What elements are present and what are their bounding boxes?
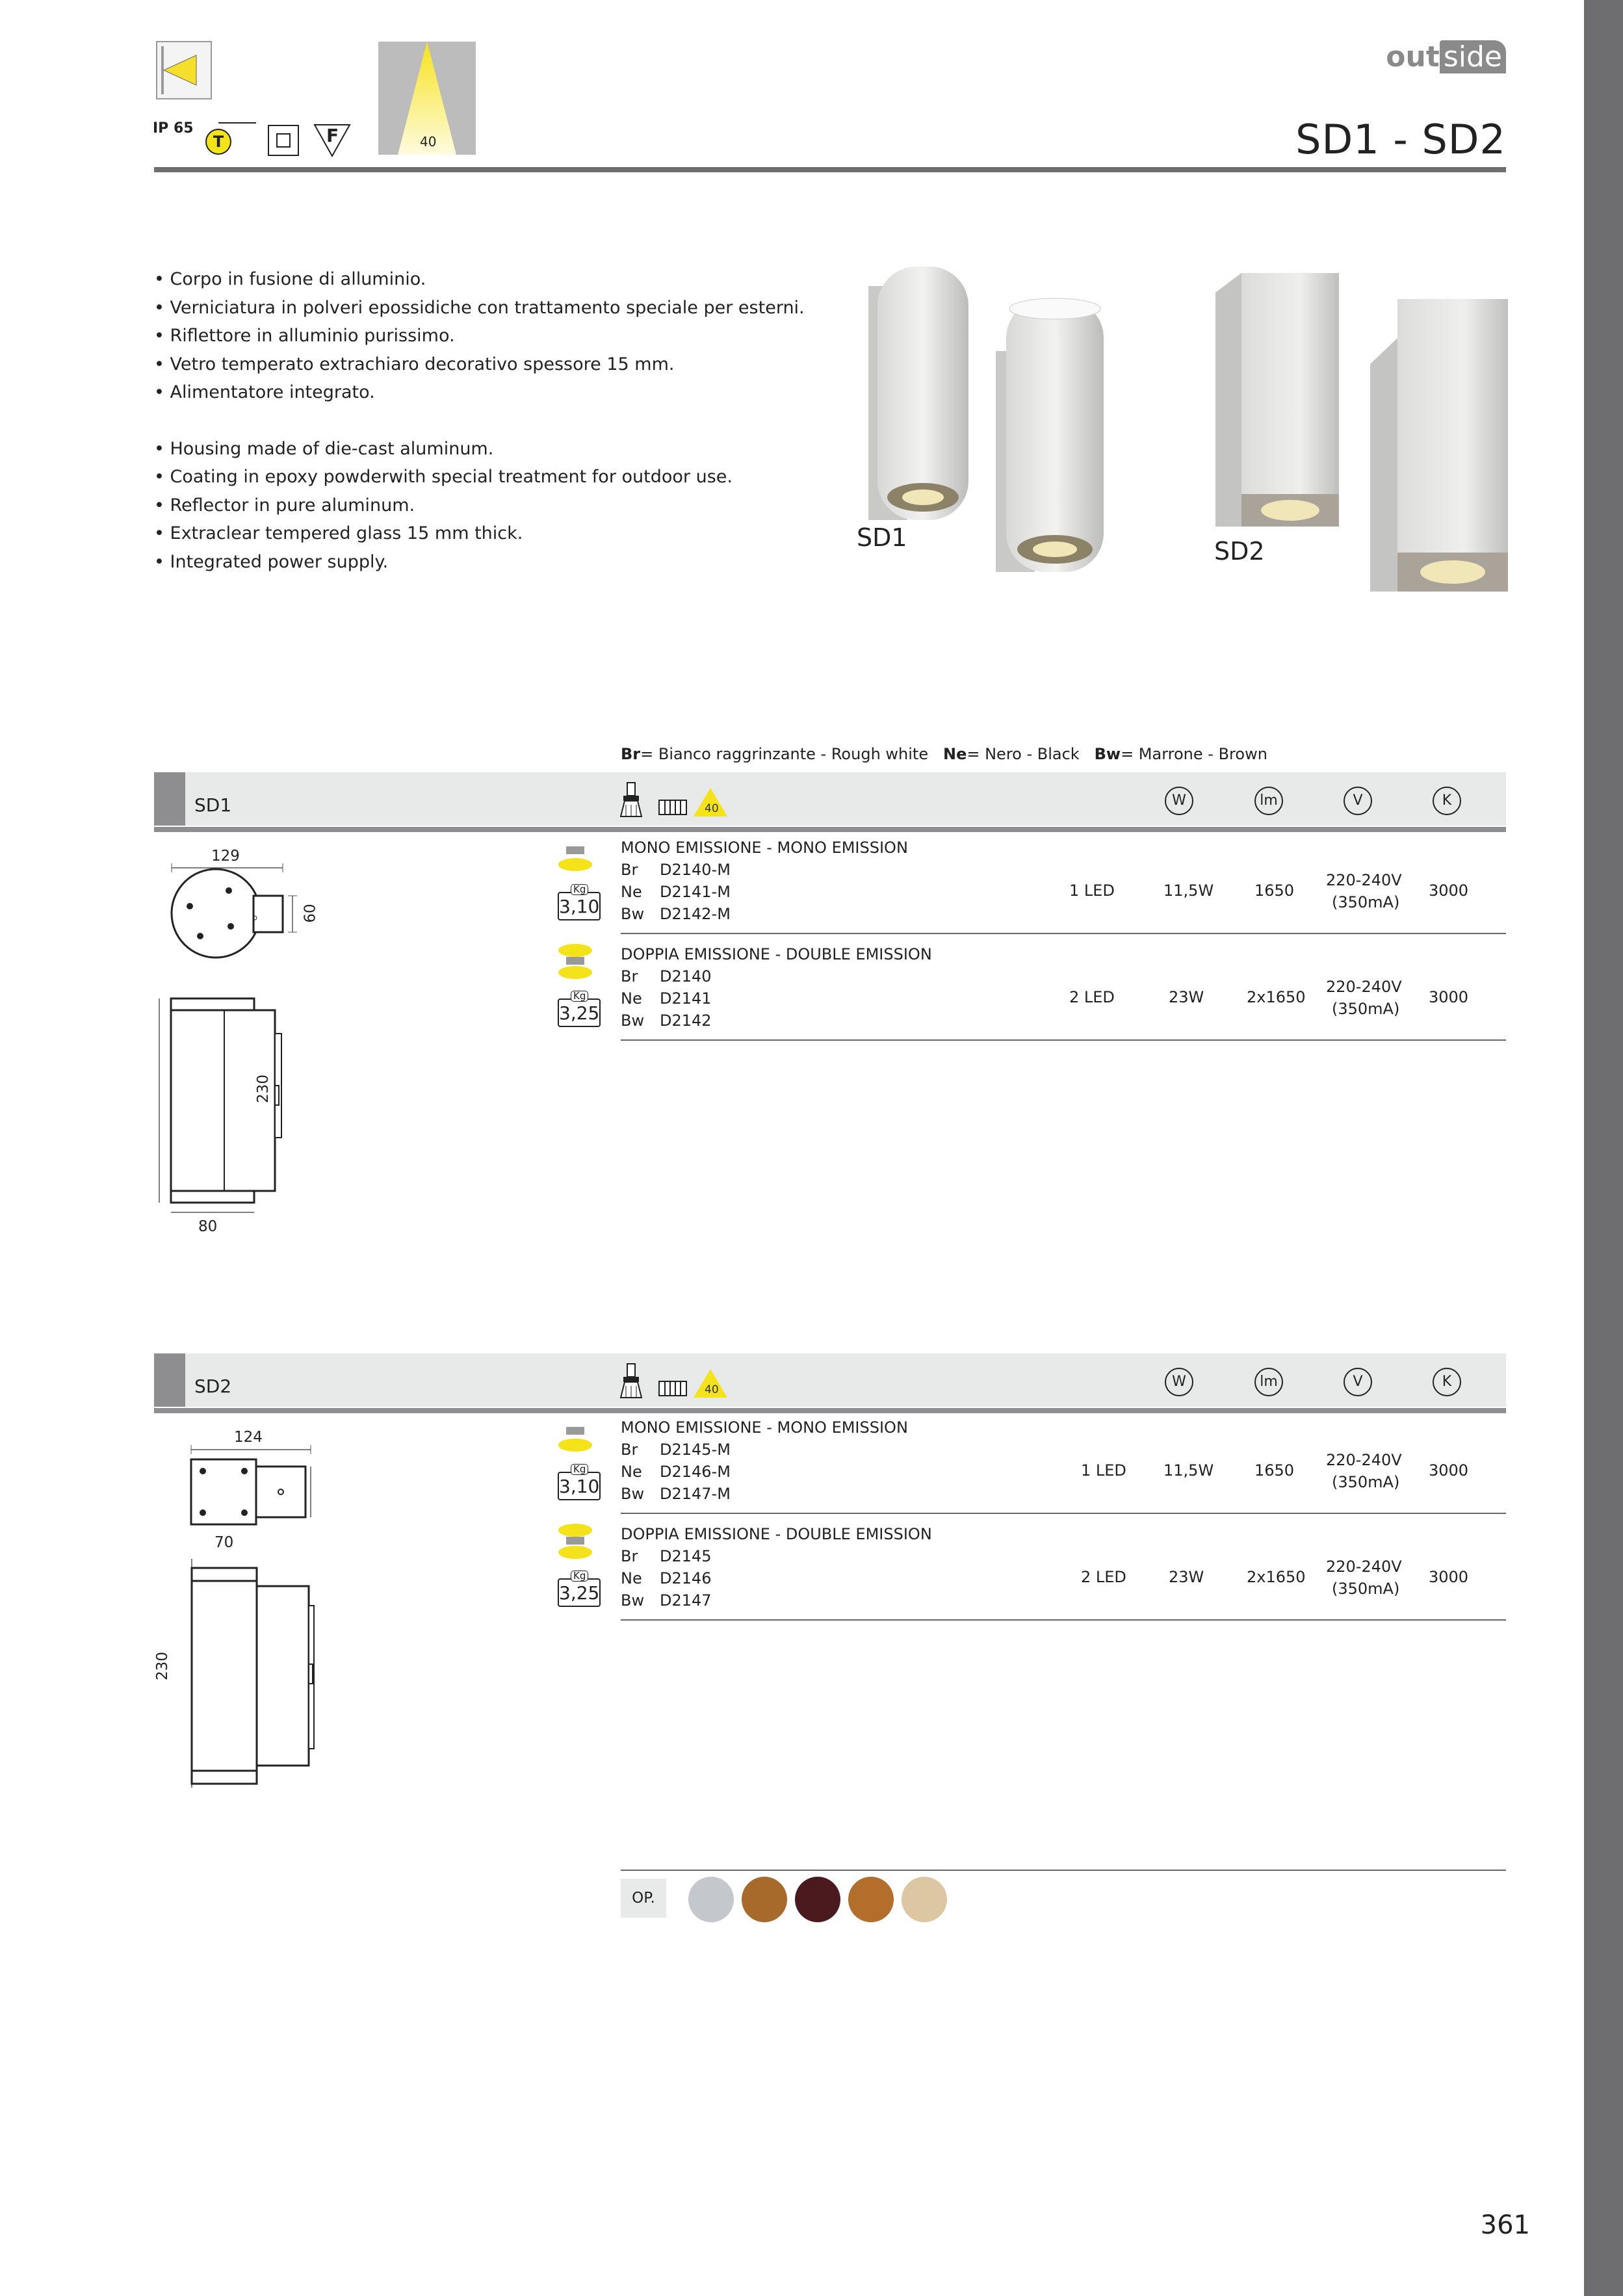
voltage: 220-240V bbox=[1326, 871, 1402, 889]
weight-badge bbox=[558, 883, 601, 920]
page-edge-bar bbox=[1584, 0, 1623, 2296]
finish-swatch[interactable] bbox=[848, 1877, 894, 1922]
led-count: 1 LED bbox=[1069, 881, 1115, 900]
variant-sku: D2142 bbox=[660, 1011, 712, 1030]
finish-swatch[interactable] bbox=[742, 1877, 787, 1922]
variant-code: Bw bbox=[621, 1591, 645, 1610]
mono-emission-icon bbox=[556, 845, 595, 878]
variant-code: Br bbox=[621, 1441, 638, 1459]
sd1-dim-height: 230 bbox=[254, 1075, 272, 1103]
sd2-side-view-svg bbox=[172, 1554, 328, 1794]
weight-unit: Kg bbox=[571, 884, 588, 895]
wattage: 23W bbox=[1169, 988, 1204, 1006]
variant-code: Br bbox=[621, 1547, 638, 1565]
bullet-it: • Riflettore in alluminio purissimo. bbox=[154, 326, 455, 346]
sd1-header-bar bbox=[154, 772, 1506, 826]
double-emission-symbol bbox=[556, 943, 595, 983]
mono-emission-symbol bbox=[556, 1426, 595, 1455]
driver-icon bbox=[658, 1381, 687, 1396]
weight-badge bbox=[558, 990, 601, 1027]
voltage: 220-240V bbox=[1326, 978, 1402, 996]
row-title: MONO EMISSIONE - MONO EMISSION bbox=[621, 839, 908, 857]
sd1-side-view-drawing bbox=[153, 988, 322, 1222]
wattage: 23W bbox=[1169, 1568, 1204, 1586]
beam-angle-value: 40 bbox=[705, 802, 719, 815]
variant-code: Ne bbox=[621, 989, 642, 1008]
row-divider bbox=[621, 1513, 1506, 1514]
sd2-dim-width: 124 bbox=[234, 1429, 263, 1446]
legend-br-text: = Bianco raggrinzante - Rough white bbox=[640, 745, 929, 763]
product-label-sd1: SD1 bbox=[857, 523, 907, 552]
sd2-bar-tab bbox=[154, 1353, 185, 1407]
sd2-section-title: SD2 bbox=[194, 1376, 232, 1397]
ip-rating: IP 65 bbox=[153, 120, 194, 137]
variant-sku: D2142-M bbox=[660, 905, 731, 923]
sd1-bar-underline bbox=[154, 827, 1506, 832]
current: (350mA) bbox=[1332, 1473, 1400, 1491]
finish-legend bbox=[621, 745, 1267, 763]
lumen: 2x1650 bbox=[1247, 1568, 1306, 1586]
variant-code: Br bbox=[621, 861, 638, 879]
row-divider bbox=[621, 1039, 1506, 1041]
sd1-top-view-drawing bbox=[156, 845, 351, 962]
volt-icon: V bbox=[1344, 1368, 1372, 1396]
sd2-header-bar bbox=[154, 1353, 1506, 1407]
class-t-label: T bbox=[213, 133, 224, 151]
page-title: SD1 - SD2 bbox=[1295, 116, 1506, 163]
sd2-side-view-drawing bbox=[172, 1554, 328, 1794]
bullet-en: • Coating in epoxy powderwith special treatment for outdoor use. bbox=[154, 467, 733, 487]
beam-angle-value: 40 bbox=[420, 134, 437, 150]
bullet-en: • Housing made of die-cast aluminum. bbox=[154, 438, 494, 459]
brand-logo bbox=[1386, 40, 1506, 73]
sd2-top-view-svg bbox=[175, 1430, 331, 1534]
current: (350mA) bbox=[1332, 893, 1400, 911]
lumen: 1650 bbox=[1254, 1461, 1295, 1480]
finish-swatch[interactable] bbox=[688, 1877, 734, 1922]
lamp-type-icon bbox=[619, 781, 643, 818]
mono-emission-symbol bbox=[556, 845, 595, 875]
color-temperature: 3000 bbox=[1429, 881, 1469, 900]
lumen-icon: lm bbox=[1254, 1368, 1283, 1396]
variant-code: Ne bbox=[621, 883, 642, 901]
variant-sku: D2141 bbox=[660, 989, 712, 1008]
variant-sku: D2147 bbox=[660, 1591, 712, 1610]
wall-light-symbol bbox=[157, 42, 211, 98]
lumen: 1650 bbox=[1254, 881, 1295, 900]
wattage: 11,5W bbox=[1163, 881, 1214, 900]
f-mark-label: F bbox=[326, 125, 339, 146]
variant-code: Br bbox=[621, 967, 638, 985]
row-title: MONO EMISSIONE - MONO EMISSION bbox=[621, 1418, 908, 1437]
current: (350mA) bbox=[1332, 1000, 1400, 1018]
double-insulation-inner bbox=[276, 133, 291, 148]
class-t-line bbox=[218, 122, 256, 124]
led-count: 2 LED bbox=[1081, 1568, 1126, 1586]
weight-badge bbox=[558, 1463, 601, 1500]
bullet-en: • Extraclear tempered glass 15 mm thick. bbox=[154, 523, 523, 543]
double-emission-symbol bbox=[556, 1522, 595, 1563]
led-count: 2 LED bbox=[1069, 988, 1115, 1006]
color-temperature: 3000 bbox=[1429, 988, 1469, 1006]
description-list bbox=[154, 265, 805, 576]
bullet-en: • Reflector in pure aluminum. bbox=[154, 495, 415, 515]
sd1-dim-depth: 60 bbox=[302, 904, 319, 923]
finish-swatch[interactable] bbox=[795, 1877, 840, 1922]
double-insulation-icon bbox=[268, 125, 299, 156]
variant-sku: D2146-M bbox=[660, 1463, 731, 1481]
variant-sku: D2141-M bbox=[660, 883, 731, 901]
weight-unit: Kg bbox=[571, 1464, 588, 1475]
lumen-icon: lm bbox=[1254, 787, 1283, 815]
variant-sku: D2140-M bbox=[660, 861, 731, 879]
sd1-mono-row bbox=[621, 837, 1506, 934]
header-divider bbox=[154, 167, 1506, 172]
weight-unit: Kg bbox=[571, 1571, 588, 1582]
sd2-double-row bbox=[621, 1523, 1506, 1621]
legend-br-code: Br bbox=[621, 745, 641, 763]
voltage: 220-240V bbox=[1326, 1558, 1402, 1576]
watt-icon: W bbox=[1165, 1368, 1193, 1396]
sd2-mono-row bbox=[621, 1416, 1506, 1514]
sd2-dim-height: 230 bbox=[153, 1652, 171, 1680]
variant-sku: D2145-M bbox=[660, 1441, 731, 1459]
sd1-section-title: SD1 bbox=[194, 794, 232, 816]
f-mark-icon bbox=[313, 124, 351, 160]
variant-sku: D2145 bbox=[660, 1547, 712, 1565]
legend-ne-text: = Nero - Black bbox=[967, 745, 1080, 763]
lumen: 2x1650 bbox=[1247, 988, 1306, 1006]
weight-unit: Kg bbox=[571, 991, 588, 1002]
weight-badge bbox=[558, 1570, 601, 1607]
mono-emission-icon bbox=[556, 1426, 595, 1458]
weight-value: 3,25 bbox=[559, 1002, 600, 1024]
wall-light-icon bbox=[156, 41, 212, 99]
class-t-icon bbox=[205, 129, 231, 155]
sd1-dim-base: 80 bbox=[198, 1218, 218, 1235]
wattage: 11,5W bbox=[1163, 1461, 1214, 1480]
variant-code: Ne bbox=[621, 1569, 642, 1587]
variant-code: Bw bbox=[621, 1485, 645, 1503]
sd1-top-view-svg bbox=[156, 845, 351, 962]
variant-code: Bw bbox=[621, 1011, 645, 1030]
color-temperature: 3000 bbox=[1429, 1461, 1469, 1480]
options-divider bbox=[621, 1870, 1506, 1871]
variant-code: Ne bbox=[621, 1463, 642, 1481]
current: (350mA) bbox=[1332, 1580, 1400, 1598]
weight-value: 3,10 bbox=[559, 1476, 600, 1497]
bullet-it: • Alimentatore integrato. bbox=[154, 382, 375, 402]
sd2-top-view-drawing bbox=[175, 1430, 331, 1534]
finish-swatch[interactable] bbox=[902, 1877, 947, 1922]
variant-sku: D2146 bbox=[660, 1569, 712, 1587]
row-divider bbox=[621, 933, 1506, 934]
legend-bw-code: Bw bbox=[1094, 745, 1121, 763]
weight-value: 3,10 bbox=[559, 896, 600, 917]
row-title: DOPPIA EMISSIONE - DOUBLE EMISSION bbox=[621, 1525, 932, 1543]
options-label: OP. bbox=[621, 1879, 666, 1918]
row-title: DOPPIA EMISSIONE - DOUBLE EMISSION bbox=[621, 945, 932, 963]
bullet-it: • Corpo in fusione di alluminio. bbox=[154, 269, 426, 289]
beam-angle-value: 40 bbox=[705, 1383, 719, 1396]
brand-logo-part1: out bbox=[1386, 40, 1440, 73]
variant-sku: D2140 bbox=[660, 967, 712, 985]
led-count: 1 LED bbox=[1081, 1461, 1126, 1480]
sd2-bar-underline bbox=[154, 1408, 1506, 1413]
color-temperature: 3000 bbox=[1429, 1568, 1469, 1586]
brand-logo-part2: side bbox=[1440, 40, 1506, 73]
sd2-dim-depth: 70 bbox=[214, 1534, 234, 1551]
sd1-bar-tab bbox=[154, 772, 185, 826]
bullet-spacer bbox=[154, 407, 805, 435]
product-label-sd2: SD2 bbox=[1214, 537, 1265, 566]
sd1-double-row bbox=[621, 943, 1506, 1041]
weight-value: 3,25 bbox=[559, 1582, 600, 1604]
volt-icon: V bbox=[1344, 787, 1372, 815]
legend-bw-text: = Marrone - Brown bbox=[1121, 745, 1267, 763]
variant-sku: D2147-M bbox=[660, 1485, 731, 1503]
legend-ne-code: Ne bbox=[942, 745, 967, 763]
double-emission-icon bbox=[556, 1522, 595, 1565]
watt-icon: W bbox=[1165, 787, 1193, 815]
sd1-side-view-svg bbox=[153, 988, 322, 1222]
variant-code: Bw bbox=[621, 905, 645, 923]
bullet-en: • Integrated power supply. bbox=[154, 551, 389, 572]
lamp-type-icon bbox=[619, 1363, 643, 1399]
row-divider bbox=[621, 1619, 1506, 1621]
bullet-it: • Verniciatura in polveri epossidiche con trattamento speciale per esterni. bbox=[154, 297, 805, 318]
kelvin-icon: K bbox=[1433, 1368, 1461, 1396]
driver-icon bbox=[658, 800, 687, 815]
sd1-dim-width: 129 bbox=[211, 848, 240, 865]
double-emission-icon bbox=[556, 943, 595, 985]
voltage: 220-240V bbox=[1326, 1451, 1402, 1469]
kelvin-icon: K bbox=[1433, 787, 1461, 815]
bullet-it: • Vetro temperato extrachiaro decorativo spessore 15 mm. bbox=[154, 354, 675, 374]
beam-angle-icon bbox=[378, 42, 476, 155]
page-number: 361 bbox=[1480, 2210, 1530, 2240]
